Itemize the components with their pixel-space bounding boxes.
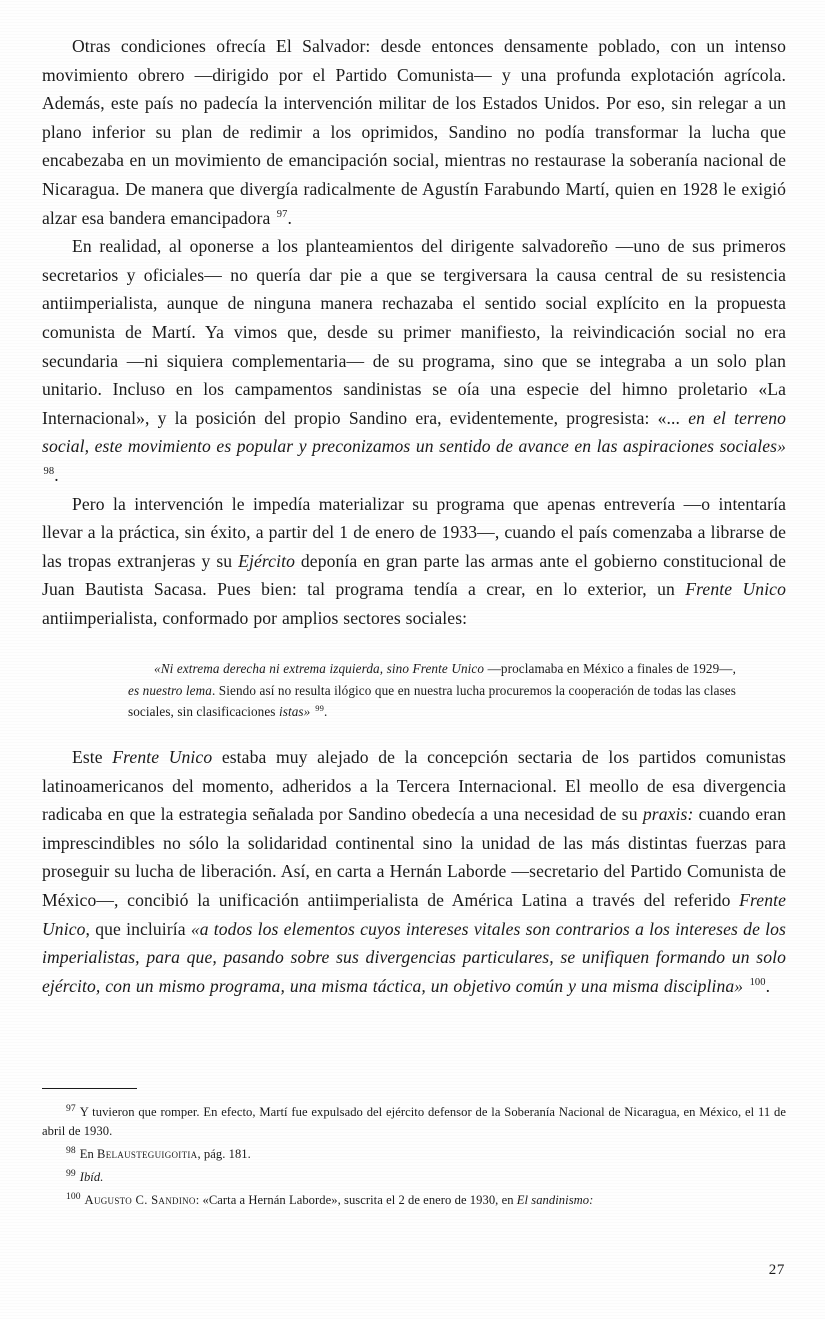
paragraph-3: Pero la intervención le impedía materializar su programa que apenas entrevería —o intentaría llevar a la práctica, sin éxito, a partir del 1 de enero de 1933—, cuando el país comenzaba a librarse de las tropas extranjeras y su Ejército deponía en gran parte las armas ante el gobierno constitucional de Juan Bautista Sacasa. Pues bien: tal programa tendía a crear, en lo exterior, un Frente Unico antiimperialista, conformado por amplios sectores sociales: (42, 493, 786, 628)
footnote-99 (42, 1168, 786, 1187)
paragraph-4: Este Frente Unico estaba muy alejado de la concepción sectaria de los partidos comunistas latinoamericanos del momento, adheridos a la Tercera Internacional. El meollo de esa divergencia radicaba en que la estrategia señalada por Sandino obedecía a una necesidad de su praxis: cuando eran imprescindibles no sólo la solidaridad continental sino la unidad de las más distintas fuerzas para proseguir su lucha de liberación. Así, en carta a Hernán Laborde —secretario del Partido Comunista de México—, concibió la unificación antiimperialista de América Latina a través del referido Frente Unico, que incluiría «a todos los elementos cuyos intereses vitales son contrarios a los intereses de los imperialistas, para que, pasando sobre sus divergencias particulares, se unifiquen formando un solo ejército, con un mismo programa, una misma táctica, un objetivo común y una misma disciplina» $^{100}$. (42, 746, 787, 996)
footnote-97 (42, 1103, 786, 1141)
footnote-area (42, 1088, 786, 1214)
footnote-text: Ibíd. (79, 1170, 104, 1185)
footnote-text: En Belausteguigoitia, pág. 181. (79, 1147, 251, 1162)
paragraph-2: En realidad, al oponerse a los planteamientos del dirigente salvadoreño —uno de sus primeros secretarios y oficiales— no quería dar pie a que se tergiversara la causa central de su resistencia antiimperialista, aunque de ninguna manera rechazaba el sentido social explícito en la propuesta comunista de Martí. Ya vimos que, desde su primer manifiesto, la reivindicación social no era secundaria —ni siquiera complementaria— de su programa, sino que se integraba a un solo plan unitario. Incluso en los campamentos sandinistas se oía una especie del himno proletario «La Internacional», y la posición del propio Sandino era, evidentemente, progresista: «... en el terreno social, este movimiento es popular y preconizamos un sentido de avance en las aspiraciones sociales» $^{98}$. (42, 236, 786, 485)
footnote-number: 100 (66, 1191, 81, 1203)
footnote-text: Augusto C. Sandino: «Carta a Hernán Laborde», suscrita el 2 de enero de 1930, en El sandinismo: (84, 1193, 594, 1208)
footnote-number: 98 (66, 1145, 76, 1157)
page-number: 27 (768, 1262, 785, 1278)
page-body-text (42, 32, 786, 1000)
footnote-text: Y tuvieron que romper. En efecto, Martí fue expulsado del ejército defensor de la Soberanía Nacional de Nicaragua, en México, el 11 de abril de 1930. (42, 1105, 786, 1139)
footnote-98 (42, 1145, 786, 1164)
footnote-number: 99 (66, 1168, 76, 1180)
paragraph-1: Otras condiciones ofrecía El Salvador: desde entonces densamente poblado, con un intenso movimiento obrero —dirigido por el Partido Comunista— y una profunda explotación agrícola. Además, este país no padecía la intervención militar de los Estados Unidos. Por eso, sin relegar a un plano inferior su plan de redimir a los oprimidos, Sandino no podía transformar la lucha que encabezaba en un movimiento de emancipación social, mientras no restaurase la soberanía nacional de Nicaragua. De manera que divergía radicalmente de Agustín Farabundo Martí, quien en 1928 le exigió alzar esa bandera emancipadora $^{97}$. (42, 36, 786, 228)
footnote-separator-rule (42, 1088, 137, 1089)
footnote-number: 97 (66, 1103, 76, 1115)
footnote-100 (42, 1191, 786, 1210)
blockquote-sandino-lema: «Ni extrema derecha ni extrema izquierda, sino Frente Unico —proclamaba en México a finales de 1929—, es nuestro lema. Siendo así no resulta ilógico que en nuestra lucha procuremos la cooperación de todas las clases sociales, sin clasificaciones istas» $^{99}$. (128, 661, 736, 720)
